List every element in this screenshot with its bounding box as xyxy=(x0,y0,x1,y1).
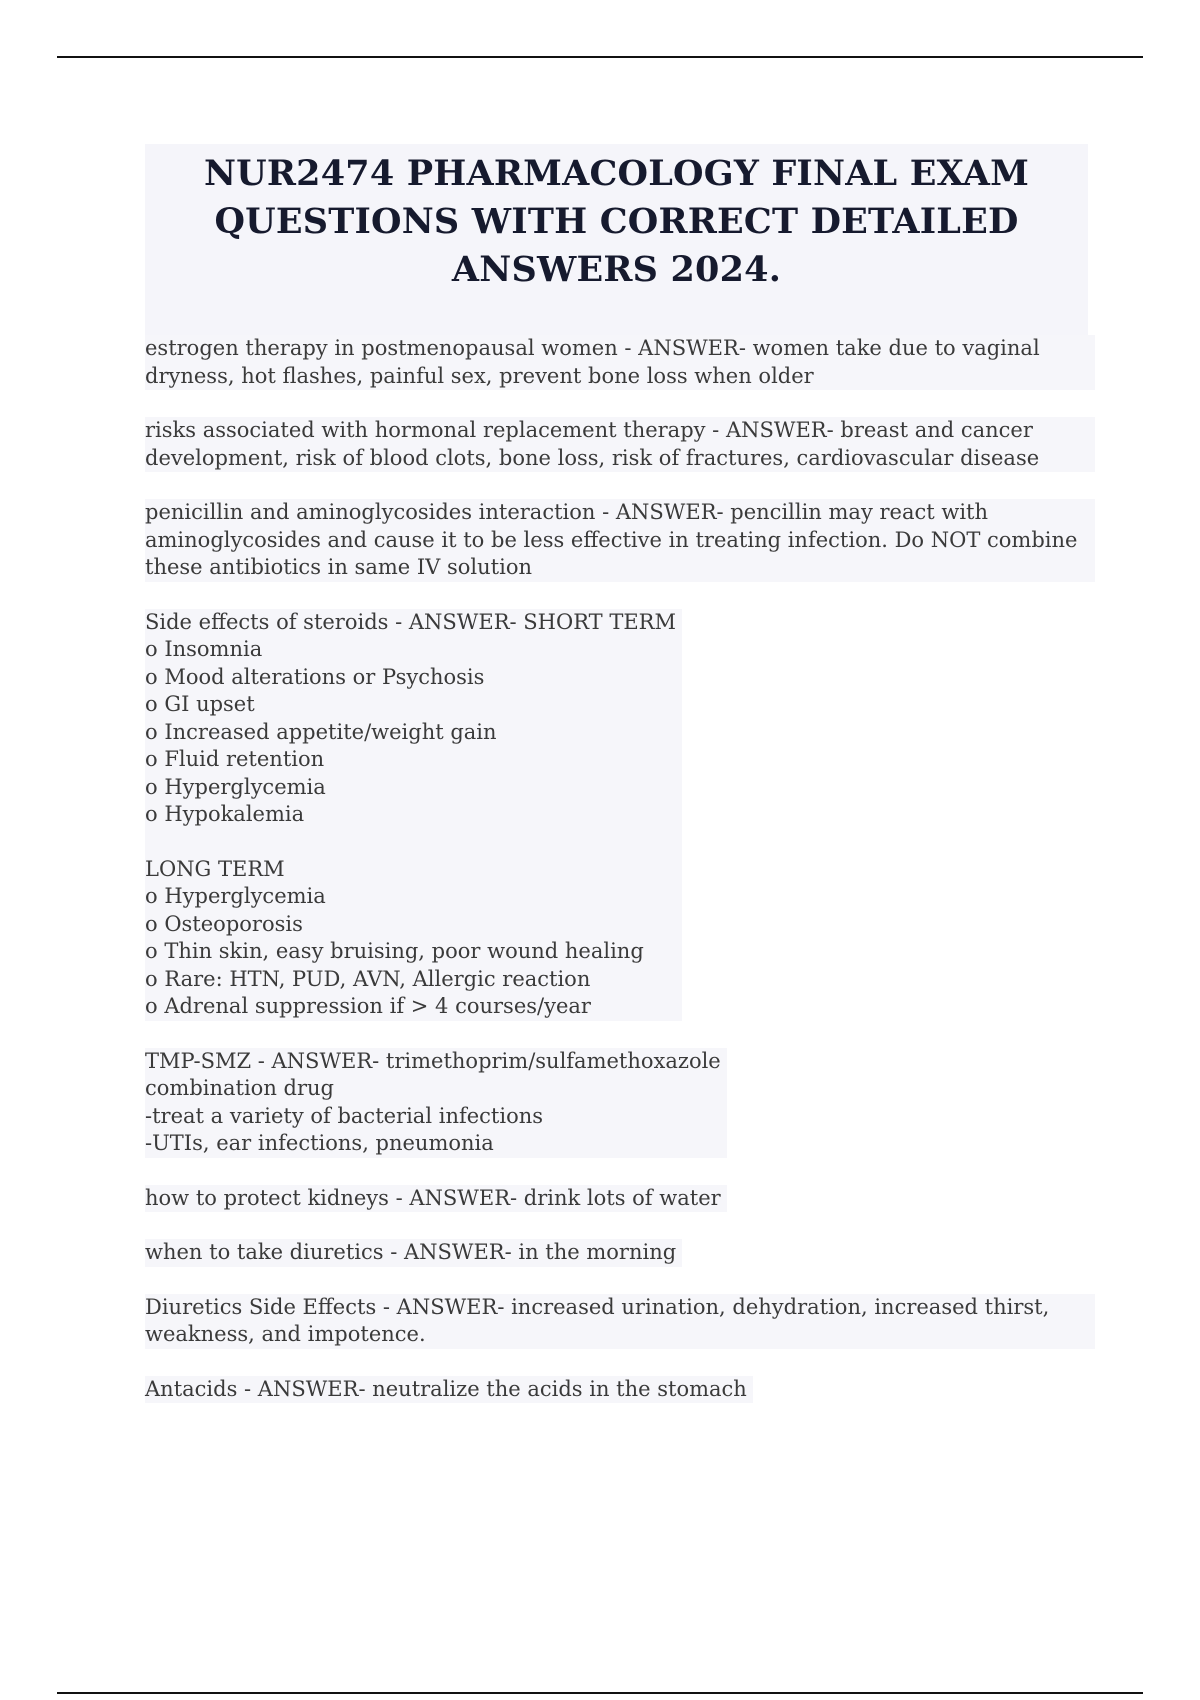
qa-item-diuretic-side-effects xyxy=(145,1294,1095,1349)
qa-text: how to protect kidneys - ANSWER- drink lots of water xyxy=(145,1185,721,1210)
bottom-divider xyxy=(57,1692,1143,1694)
qa-item-penicillin-interaction xyxy=(145,499,1095,582)
qa-item-protect-kidneys xyxy=(145,1185,727,1213)
qa-text: when to take diuretics - ANSWER- in the morning xyxy=(145,1240,677,1264)
qa-item-steroid-side-effects xyxy=(145,609,682,1021)
title-banner xyxy=(145,144,1088,336)
qa-text-long-term: LONG TERM o Hyperglycemia o Osteoporosis o Thin skin, easy bruising, poor wound healing o Rare: HTN, PUD, AVN, Allergic reaction o Adrenal suppression if > 4 courses/year xyxy=(145,856,644,1018)
qa-item-diuretic-timing xyxy=(145,1239,682,1267)
qa-text: risks associated with hormonal replacement therapy - ANSWER- breast and cancer development, risk of blood clots, bone loss, risk of fractures, cardiovascular disease xyxy=(145,418,1040,470)
qa-item-antacids xyxy=(145,1376,753,1404)
top-divider xyxy=(57,56,1143,58)
qa-text: Antacids - ANSWER- neutralize the acids in the stomach xyxy=(145,1376,747,1401)
qa-text: Side effects of steroids - ANSWER- SHORT TERM o Insomnia o Mood alterations or Psychosis o GI upset o Increased appetite/weight gain o Fluid retention o Hyperglycemia o Hypokalemia xyxy=(145,609,676,826)
qa-item-tmp-smz xyxy=(145,1048,727,1158)
qa-item-hrt-risks xyxy=(145,417,1095,472)
qa-list xyxy=(145,335,1095,1430)
qa-item-estrogen-therapy xyxy=(145,335,1095,390)
qa-text: penicillin and aminoglycosides interaction - ANSWER- pencillin may react with aminoglycosides and cause it to be less effective in treating infection. Do NOT combine these antibiotics in same IV solution xyxy=(145,500,1078,579)
qa-text: Diuretics Side Effects - ANSWER- increased urination, dehydration, increased thirst, weakness, and impotence. xyxy=(145,1294,1050,1346)
qa-text: estrogen therapy in postmenopausal women - ANSWER- women take due to vaginal dryness, hot flashes, painful sex, prevent bone loss when older xyxy=(145,336,1040,388)
document-title: NUR2474 PHARMACOLOGY FINAL EXAM QUESTIONS WITH CORRECT DETAILED ANSWERS 2024. xyxy=(203,153,1030,290)
qa-text: TMP-SMZ - ANSWER- trimethoprim/sulfamethoxazole combination drug -treat a variety of bacterial infections -UTIs, ear infections, pneumonia xyxy=(145,1048,721,1155)
